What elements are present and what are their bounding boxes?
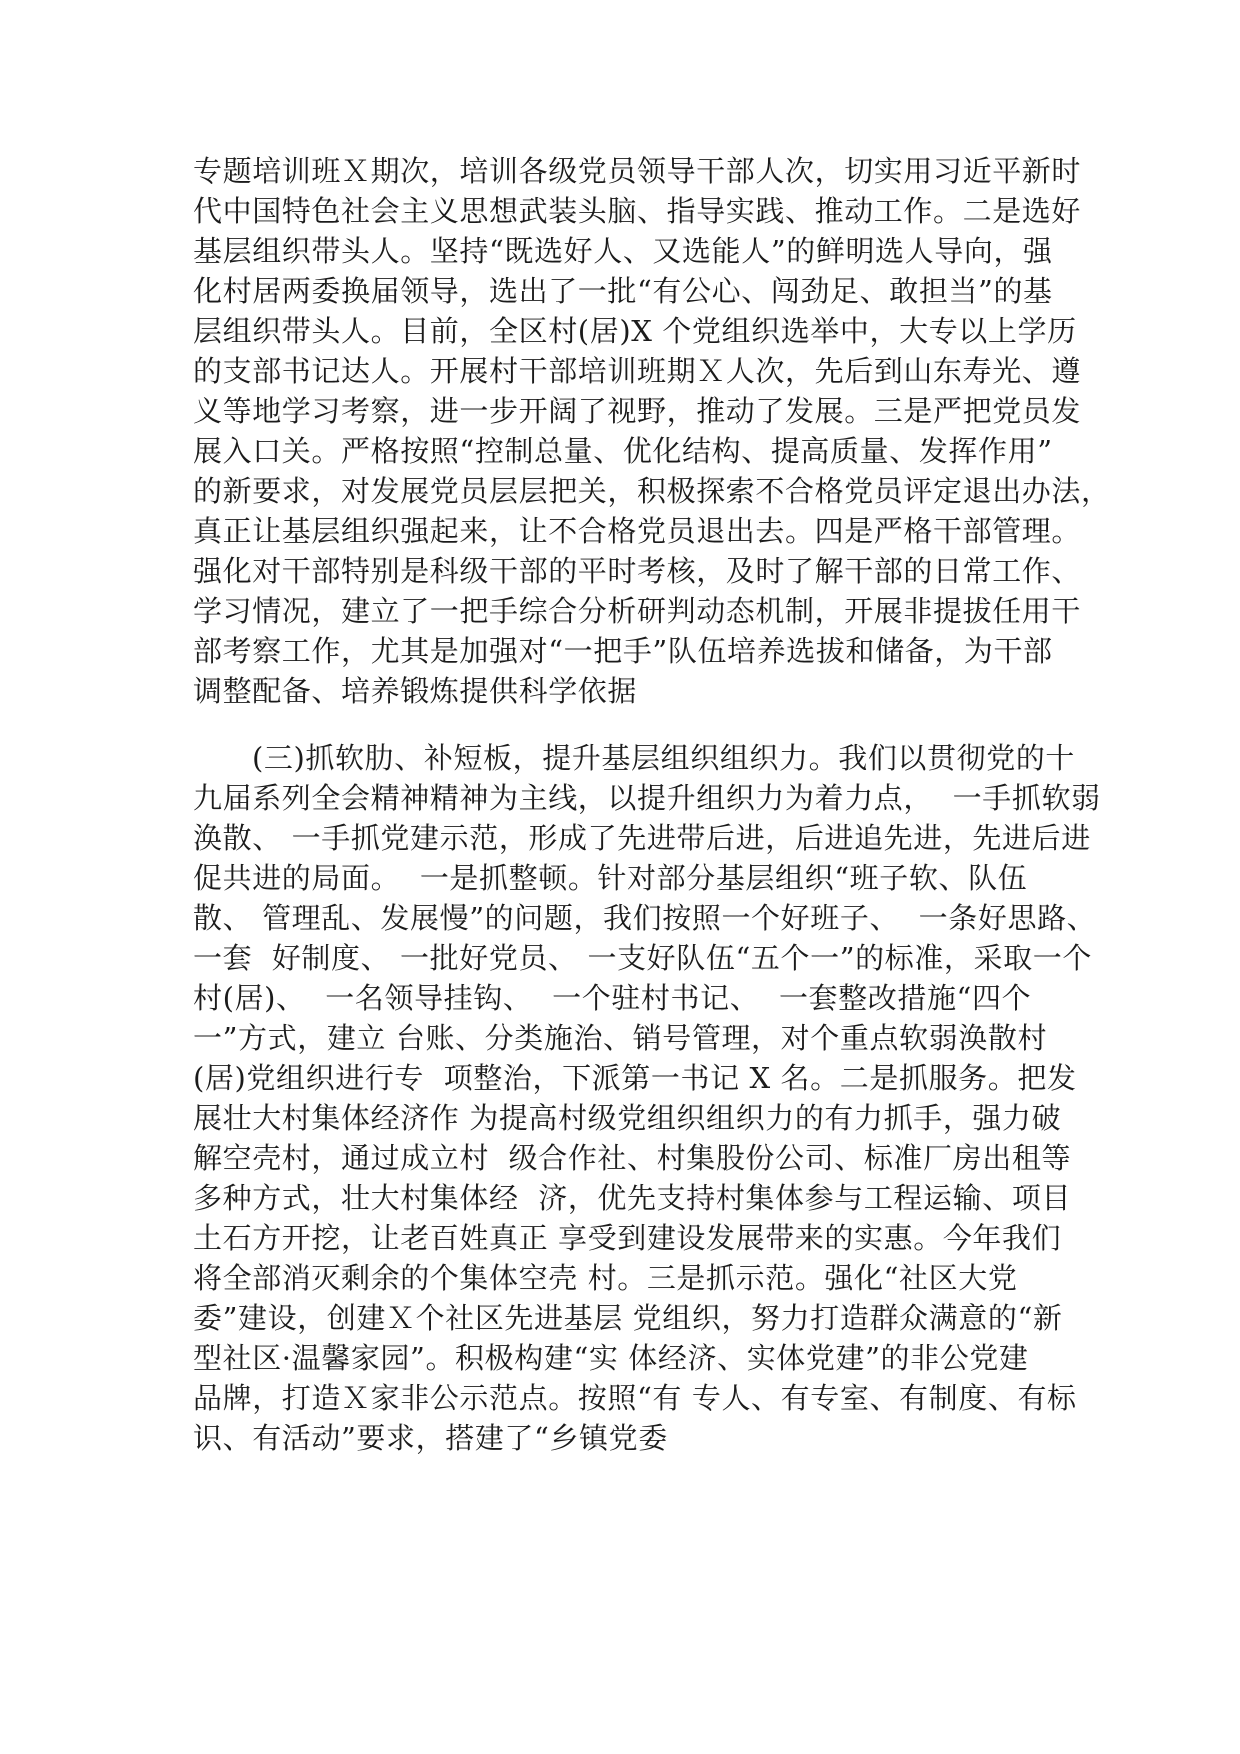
paragraph-1-line-8: 展入口关。严格按照“控制总量、优化结构、提高质量、发挥作用” — [193, 434, 1053, 468]
paragraph-2-line-1: (三)抓软肋、补短板，提升基层组织组织力。我们以贯彻党的十 — [252, 741, 1076, 775]
paragraph-2-line-2: 九届系列全会精神精神为主线，以提升组织力为着力点， 一手抓软弱 — [193, 781, 1101, 815]
paragraph-2-line-5: 散、 管理乱、发展慢”的问题，我们按照一个好班子、 一条好思路、 — [193, 901, 1097, 935]
paragraph-1-line-11: 强化对干部特别是科级干部的平时考核，及时了解干部的日常工作、 — [193, 554, 1082, 588]
paragraph-1-line-4: 化村居两委换届领导，选出了一批“有公心、闯劲足、敢担当”的基 — [193, 274, 1053, 308]
paragraph-2-line-15: 委”建设，创建Ｘ个社区先进基层 党组织，努力打造群众满意的“新 — [193, 1301, 1063, 1335]
paragraph-1-line-12: 学习情况，建立了一把手综合分析研判动态机制，开展非提拔任用干 — [193, 594, 1082, 628]
paragraph-2-line-10: 展壮大村集体经济作 为提高村级党组织组织力的有力抓手，强力破 — [193, 1101, 1062, 1135]
paragraph-2-line-4: 促共进的局面。 一是抓整顿。针对部分基层组织“班子软、队伍 — [193, 861, 1028, 895]
paragraph-2-line-12: 多种方式，壮大村集体经 济，优先支持村集体参与工程运输、项目 — [193, 1181, 1072, 1215]
paragraph-2-line-7: 村(居)、 一名领导挂钩、 一个驻村书记、 一套整改措施“四个 — [193, 981, 1032, 1015]
paragraph-1-line-13: 部考察工作，尤其是加强对“一把手”队伍培养选拔和储备，为干部 — [193, 634, 1053, 668]
paragraph-2-line-6: 一套 好制度、 一批好党员、 一支好队伍“五个一”的标准，采取一个 — [193, 941, 1092, 975]
paragraph-2-line-14: 将全部消灭剩余的个集体空壳 村。三是抓示范。强化“社区大党 — [193, 1261, 1018, 1295]
paragraph-2-line-9: (居)党组织进行专 项整治，下派第一书记 X 名。二是抓服务。把发 — [193, 1061, 1077, 1095]
paragraph-2-line-18: 识、有活动”要求，搭建了“乡镇党委 — [193, 1421, 668, 1455]
paragraph-1-line-6: 的支部书记达人。开展村干部培训班期Ｘ人次，先后到山东寿光、遵 — [193, 354, 1082, 388]
paragraph-1-line-2: 代中国特色社会主义思想武装头脑、指导实践、推动工作。二是选好 — [193, 194, 1082, 228]
paragraph-1-line-9: 的新要求，对发展党员层层把关，积极探索不合格党员评定退出办法， — [193, 474, 1111, 508]
paragraph-2-line-8: 一”方式，建立 台账、分类施治、销号管理，对个重点软弱涣散村 — [193, 1021, 1048, 1055]
paragraph-2-line-17: 品牌，打造Ｘ家非公示范点。按照“有 专人、有专室、有制度、有标 — [193, 1381, 1077, 1415]
paragraph-2-line-16: 型社区·温馨家园”。积极构建“实 体经济、实体党建”的非公党建 — [193, 1341, 1029, 1375]
paragraph-1-line-3: 基层组织带头人。坚持“既选好人、又选能人”的鲜明选人导向，强 — [193, 234, 1053, 268]
paragraph-1-line-10: 真正让基层组织强起来，让不合格党员退出去。四是严格干部管理。 — [193, 514, 1082, 548]
paragraph-1-line-1: 专题培训班Ｘ期次，培训各级党员领导干部人次，切实用习近平新时 — [193, 154, 1082, 188]
paragraph-2-line-3: 涣散、 一手抓党建示范，形成了先进带后进，后进追先进，先进后进 — [193, 821, 1091, 855]
paragraph-1-line-7: 义等地学习考察，进一步开阔了视野，推动了发展。三是严把党员发 — [193, 394, 1082, 428]
paragraph-1-line-5: 层组织带头人。目前，全区村(居)X 个党组织选举中，大专以上学历 — [193, 314, 1077, 348]
paragraph-1-line-14: 调整配备、培养锻炼提供科学依据 — [193, 674, 638, 708]
paragraph-2-line-11: 解空壳村，通过成立村 级合作社、村集股份公司、标准厂房出租等 — [193, 1141, 1072, 1175]
paragraph-2-line-13: 土石方开挖，让老百姓真正 享受到建设发展带来的实惠。今年我们 — [193, 1221, 1062, 1255]
